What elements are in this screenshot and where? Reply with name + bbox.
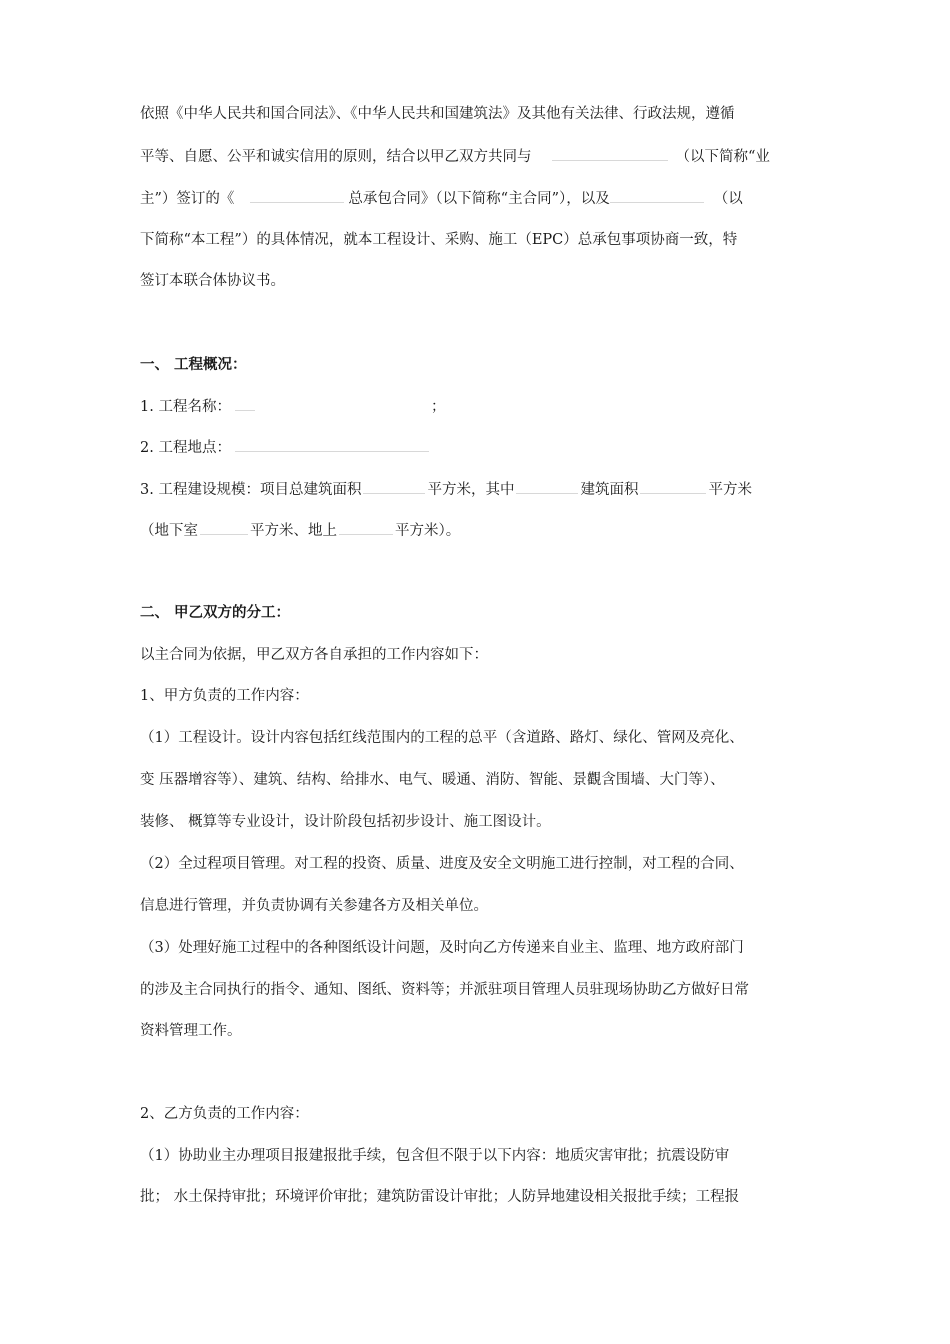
blank-project-location [235, 437, 429, 452]
intro-text: 签订本联合体协议书。 [140, 273, 285, 289]
blank-underground-area [200, 520, 248, 535]
field-label: 3. 工程建设规模：项目总建筑面积 [140, 482, 362, 498]
field-text: 平方米）。 [395, 523, 461, 539]
party-a-item-3-line-1: （3）处理好施工过程中的各种图纸设计问题，及时向乙方传递来自业主、监理、地方政府部门 [140, 940, 744, 956]
party-a-item-1-line-3: 装修、 概算等专业设计，设计阶段包括初步设计、施工图设计。 [140, 814, 551, 830]
party-b-title: 2、乙方负责的工作内容： [140, 1106, 309, 1122]
section-2-intro: 以主合同为依据，甲乙双方各自承担的工作内容如下： [140, 647, 488, 663]
intro-text: 依照《中华人民共和国合同法》、《中华人民共和国建筑法》及其他有关法律、行政法规，遵循 [140, 106, 735, 122]
intro-text: 下简称“本工程”）的具体情况，就本工程设计、采购、施工（EPC）总承包事项协商一致，特 [140, 232, 738, 248]
project-location-line [140, 437, 429, 458]
intro-line-5 [140, 271, 285, 291]
blank-project-name-short [235, 396, 255, 411]
section-1-heading: 一、 工程概况： [140, 357, 247, 373]
party-a-item-3-line-2: 的涉及主合同执行的指令、通知、图纸、资料等；并派驻项目管理人员驻现场协助乙方做好日常 [140, 982, 749, 998]
project-scale-line-2 [140, 520, 460, 541]
field-text: 平方米，其中 [427, 482, 515, 498]
blank-area-value [640, 479, 706, 494]
blank-above-ground-area [339, 520, 393, 535]
party-b-item-1-line-1: （1）协助业主办理项目报建报批手续，包含但不限于以下内容：地质灾害审批；抗震设防审 [140, 1148, 730, 1164]
project-scale-line [140, 479, 752, 500]
party-a-title: 1、甲方负责的工作内容： [140, 688, 309, 704]
intro-line-4 [140, 230, 737, 250]
field-end: ； [430, 399, 446, 415]
party-a-item-1-line-1: （1）工程设计。设计内容包括红线范围内的工程的总平（含道路、路灯、绿化、管网及亮化、 [140, 730, 744, 746]
party-a-item-1-line-2: 变 压器增容等）、建筑、结构、给排水、电气、暖通、消防、智能、景觀含围墙、大门等）、 [140, 772, 725, 788]
intro-text: 主”）签订的《 [140, 191, 235, 207]
field-label: 2. 工程地点： [140, 440, 231, 456]
intro-text: 总承包合同》（以下简称“主合同”），以及 [348, 191, 610, 207]
party-a-item-2-line-2: 信息进行管理，并负责协调有关参建各方及相关单位。 [140, 898, 488, 914]
field-label: 1. 工程名称： [140, 399, 231, 415]
intro-text: （以下简称“业 [675, 149, 770, 165]
field-text: （地下室 [140, 523, 198, 539]
party-b-item-1-line-2: 批； 水土保持审批；环境评价审批；建筑防雷设计审批；人防异地建设相关报批手续；工程报 [140, 1189, 740, 1205]
intro-text: 平等、自愿、公平和诚实信用的原则，结合以甲乙双方共同与 [140, 149, 532, 165]
blank-project-name [610, 188, 704, 203]
section-2-heading: 二、 甲乙双方的分工： [140, 605, 291, 621]
project-name-line [140, 396, 445, 417]
blank-area-type [516, 479, 578, 494]
intro-line-1 [140, 104, 735, 124]
intro-line-3 [140, 188, 743, 209]
blank-owner [552, 146, 668, 161]
blank-total-area [363, 479, 425, 494]
party-a-item-2-line-1: （2）全过程项目管理。对工程的投资、质量、进度及安全文明施工进行控制，对工程的合同、 [140, 856, 744, 872]
field-text: 建筑面积 [580, 482, 639, 498]
field-text: 平方米、地上 [250, 523, 337, 539]
intro-line-2 [140, 146, 770, 167]
field-text: 平方米 [708, 482, 752, 498]
intro-text: （以 [713, 191, 743, 207]
blank-contract-name [250, 188, 344, 203]
party-a-item-3-line-3: 资料管理工作。 [140, 1023, 242, 1039]
